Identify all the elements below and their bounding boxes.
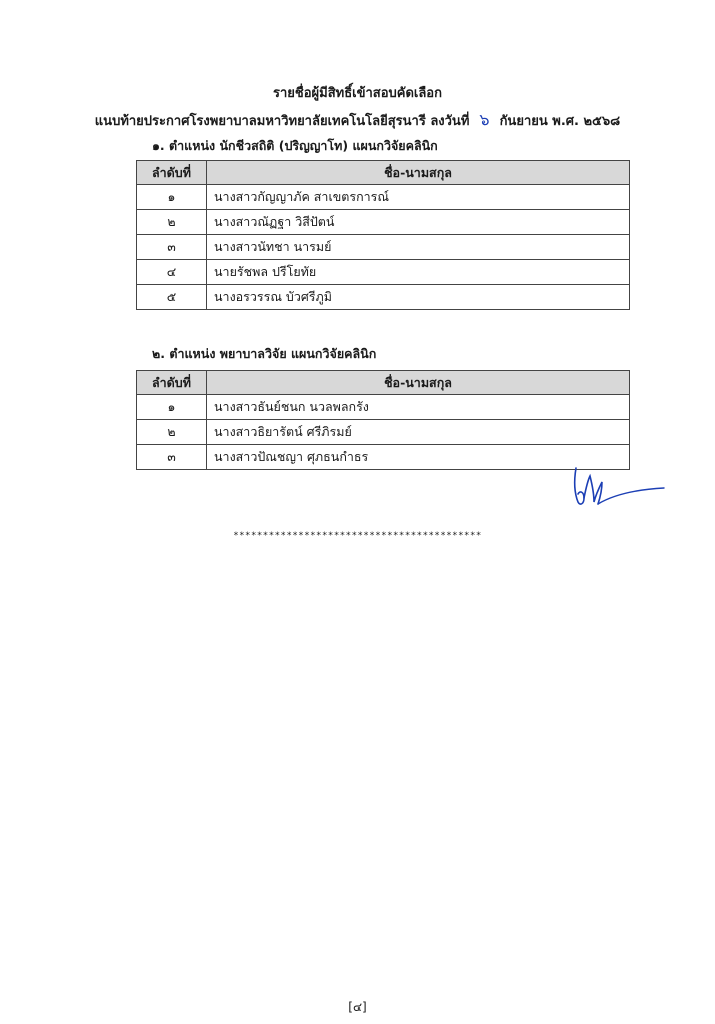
- row-name: นางอรวรรณ บัวศรีภูมิ: [207, 285, 630, 310]
- table-row: [137, 420, 630, 445]
- column-header-order: ลำดับที่: [137, 161, 207, 185]
- subtitle-text-after: กันยายน พ.ศ. ๒๕๖๘: [499, 114, 621, 129]
- handwritten-initials-signature: [568, 458, 668, 514]
- section-heading-research-nurse: ๒. ตำแหน่ง พยาบาลวิจัย แผนกวิจัยคลินิก: [152, 346, 377, 361]
- row-order: ๑: [137, 395, 207, 420]
- section-heading-biostatistician: ๑. ตำแหน่ง นักชีวสถิติ (ปริญญาโท) แผนกวิจัยคลินิก: [152, 138, 438, 153]
- table-header-row: [137, 371, 630, 395]
- row-name: นางสาวนัทชา นารมย์: [207, 235, 630, 260]
- column-header-order: ลำดับที่: [137, 371, 207, 395]
- row-order: ๑: [137, 185, 207, 210]
- row-name: นางสาวธิยารัตน์ ศรีภิรมย์: [207, 420, 630, 445]
- row-name: นายรัชพล ปรีโยทัย: [207, 260, 630, 285]
- row-order: ๒: [137, 210, 207, 235]
- document-title: รายชื่อผู้มีสิทธิ์เข้าสอบคัดเลือก: [272, 86, 442, 101]
- row-name: นางสาวปัณชญา ศุภธนกำธร: [207, 445, 630, 470]
- table-row: [137, 210, 630, 235]
- table-row: [137, 260, 630, 285]
- row-order: ๒: [137, 420, 207, 445]
- row-order: ๕: [137, 285, 207, 310]
- column-header-name: ชื่อ-นามสกุล: [207, 371, 630, 395]
- handwritten-day: ๖: [479, 110, 490, 129]
- table-header-row: [137, 161, 630, 185]
- row-order: ๓: [137, 445, 207, 470]
- row-name: นางสาวณัฏฐา วิสีปัตน์: [207, 210, 630, 235]
- table-row: [137, 285, 630, 310]
- end-separator: ******************************************: [233, 531, 482, 541]
- row-name: นางสาวกัญญาภัค สาเขตรการณ์: [207, 185, 630, 210]
- table-row: [137, 235, 630, 260]
- row-order: ๔: [137, 260, 207, 285]
- column-header-name: ชื่อ-นามสกุล: [207, 161, 630, 185]
- subtitle-text-before: แนบท้ายประกาศโรงพยาบาลมหาวิทยาลัยเทคโนโลยีสุรนารี ลงวันที่: [94, 114, 470, 129]
- row-order: ๓: [137, 235, 207, 260]
- candidate-table-biostatistician: [136, 160, 630, 310]
- table-row: [137, 185, 630, 210]
- table-row: [137, 395, 630, 420]
- table-row: [137, 445, 630, 470]
- candidate-table-research-nurse: [136, 370, 630, 470]
- page-number: [๔]: [348, 1000, 367, 1014]
- document-subtitle: [0, 108, 715, 133]
- row-name: นางสาวธันย์ชนก นวลพลกรัง: [207, 395, 630, 420]
